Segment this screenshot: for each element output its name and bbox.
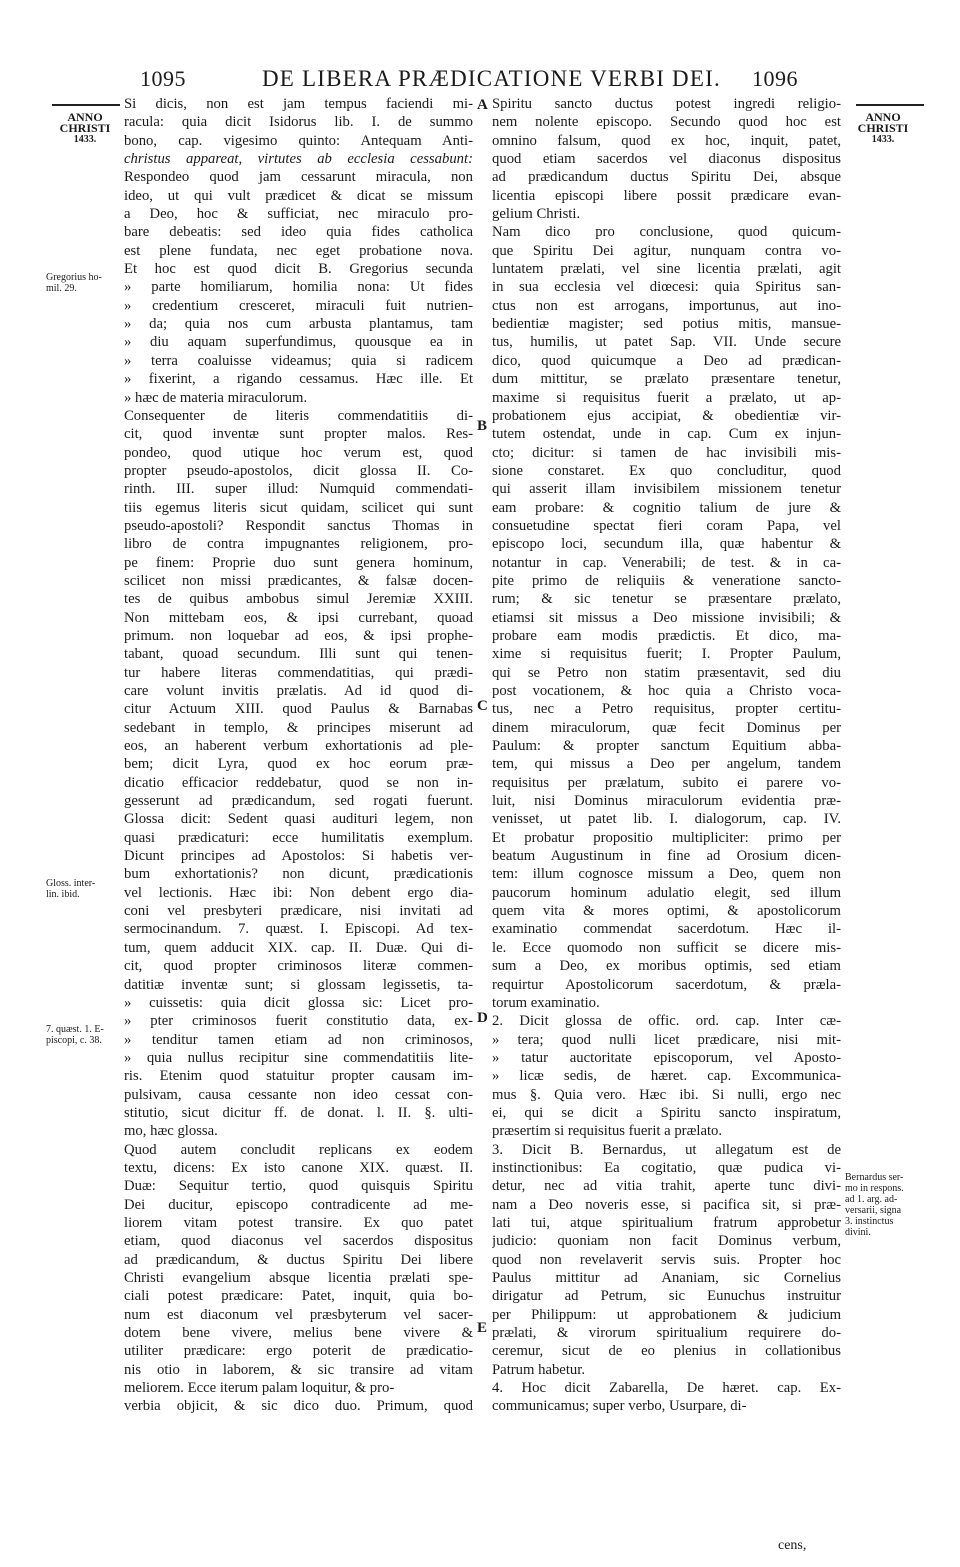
text-line: ei, qui se dicit a Spiritu sancto inspiratum,	[492, 1104, 841, 1121]
text-line: præsertim si requisitus fuerit a prælato.	[492, 1123, 723, 1140]
text-line: tutem ostendat, unde in cap. Cum ex injun-	[492, 426, 841, 443]
text-line: Dei ducitur, episcopo contradicente ad me-	[124, 1196, 473, 1213]
text-line: » da; quia nos cum arbusta plantamus, tam	[124, 316, 473, 333]
text-line: luit, nisi Dominus miraculorum evidentia præ-	[492, 793, 841, 810]
text-line: probare eam modis prædictis. Et dico, ma-	[492, 627, 841, 644]
text-line: bare debeatis: sed ideo quia fides catholica	[124, 224, 473, 241]
text-line: » terra coaluisse videamus; quia si radicem	[124, 352, 473, 369]
text-line: meliorem. Ecce iterum palam loquitur, & pro-	[124, 1380, 395, 1397]
text-line: ad prædicandum, & ductus Spiritu Dei libere	[124, 1251, 473, 1268]
text-line: licentia episcopi libere possit prædicare evan-	[492, 187, 841, 204]
text-line: Non mittebam eos, & ipsi currebant, quoad	[124, 609, 473, 626]
text-line: 2. Dicit glossa de offic. ord. cap. Inter cæ-	[492, 1013, 841, 1030]
text-line: dicatio efficacior reddebatur, quod se non in-	[124, 774, 473, 791]
text-line: » pter criminosos fuerit constitutio data, ex-	[124, 1013, 473, 1030]
text-line: sum a Deo, ex moribus optimis, sed etiam	[492, 958, 841, 975]
margin-note-quaest: 7. quæst. 1. E- piscopi, c. 38.	[46, 1024, 104, 1046]
text-line: vel lectionis. Hæc ibi: Non debent ergo dia-	[124, 884, 473, 901]
text-line: prælati, & virorum spiritualium requirere do-	[492, 1325, 841, 1342]
anno-christi-right: ANNO CHRISTI 1433.	[857, 110, 909, 145]
text-line: quod etiam sacerdos vel diaconus dispositus	[492, 151, 841, 168]
text-line: omnino falsum, quod ex hoc, inquit, patet,	[492, 132, 841, 149]
section-letter-d: D	[477, 1010, 488, 1026]
text-line: rinth. III. super illud: Numquid commendati-	[124, 481, 473, 498]
text-line: ideo, ut qui vult prædicet & dicat se missum	[124, 187, 473, 204]
text-line: scilicet non missi prædicantes, & falsæ docen-	[124, 572, 473, 589]
text-line: cto; dicitur: si tamen de hac invisibili mis-	[492, 444, 841, 461]
text-line: bum exhortationis? non dicunt, prædicationis	[124, 866, 473, 883]
text-line: communicamus; super verbo, Usurpare, di-	[492, 1398, 747, 1415]
text-line: pite primo de reliquiis & veneratione sancto-	[492, 572, 841, 589]
text-line: care volunt invitis prælatis. Ad id quod di-	[124, 683, 473, 699]
text-line: dico, quod quicumque a Deo ad prædican-	[492, 352, 841, 369]
text-line: lati tui, atque spiritualium fratrum approbetur	[492, 1214, 841, 1231]
text-line: Si dicis, non est jam tempus faciendi mi-	[124, 96, 473, 112]
text-line: etiamsi sit missus a Deo missione invisibili; &	[492, 609, 841, 626]
text-line: venisset, ut patet lib. I. dialogorum, cap. IV.	[492, 811, 841, 828]
text-line: qui se Petro non statim præsentavit, sed diu	[492, 664, 841, 681]
text-line: mus §. Quia vero. Hæc ibi. Si nulli, ergo nec	[492, 1086, 841, 1103]
text-line: » tenditur tamen etiam ad non criminosos,	[124, 1031, 473, 1048]
text-column-right	[492, 95, 841, 1416]
text-line: qui asserit illam invisibilem missionem tenetur	[492, 481, 841, 498]
text-line: nis otio in laborem, & sic transire ad vitam	[124, 1361, 473, 1378]
text-line: ciali potest prædicare: Patet, inquit, quia bo-	[124, 1288, 473, 1305]
text-line: gelium Christi.	[492, 206, 581, 223]
text-line: ris. Etenim quod statuitur propter causam im-	[124, 1068, 473, 1085]
section-letter-b: B	[477, 418, 488, 434]
text-line: tus, nec a Petro requisitus, propter certitu-	[492, 701, 841, 718]
text-line: Christi evangelium absque licentia prælati spe-	[124, 1270, 473, 1286]
text-line: Quod autem concludit replicans ex eodem	[124, 1141, 473, 1158]
text-line: post vocationem, & hoc quia a Christo voca-	[492, 683, 841, 699]
text-line: » tatur auctoritate episcoporum, vel Aposto-	[492, 1049, 841, 1066]
text-line: ctus non est arrogans, importunus, aut ino-	[492, 297, 841, 314]
catchword: cens,	[778, 1538, 807, 1553]
text-line: quod non revelaverit servis suis. Propter hoc	[492, 1251, 841, 1268]
text-line: dirigatur ad Petrum, sic Eunuchus instruitur	[492, 1288, 841, 1305]
margin-rule-left	[52, 104, 120, 106]
text-line: etiam, quod diaconus vel sacerdos dispositus	[124, 1233, 473, 1250]
text-line: dum mittitur, se prælato præsentare tenetur,	[492, 371, 841, 388]
text-line: Patrum habetur.	[492, 1361, 586, 1378]
text-line: quasi prædicaturi: ecce humilitatis exemplum.	[124, 829, 473, 846]
text-line: detur, nec ad vitia trahit, aperte tunc divi-	[492, 1178, 841, 1195]
margin-note-bernardus: Bernardus ser- mo in respons. ad 1. arg. ad- versarii, signa 3. instinctus divini.	[845, 1172, 904, 1238]
text-line: » hæc de materia miraculorum.	[124, 389, 308, 406]
text-line: maxime si requisitus fuerit a prælato, ut ap-	[492, 389, 841, 406]
text-column-left	[124, 95, 473, 1416]
text-line: Nam dico pro conclusione, quod quicum-	[492, 224, 841, 241]
text-line: sione constaret. Ex quo concluditur, quod	[492, 462, 841, 479]
text-line: pseudo-apostoli? Respondit sanctus Thomas in	[124, 517, 473, 534]
text-line: nam a Deo noveris esse, si pacifica sit, si præ-	[492, 1196, 841, 1213]
text-line: consuetudine spectat fieri coram Papa, vel	[492, 517, 841, 534]
text-line: pondeo, quod utique hoc verum est, quod	[124, 444, 473, 461]
text-line: in sua ecclesia vel diœcesi: quia Spiritus san-	[492, 279, 841, 296]
text-line: » parte homiliarum, homilia nona: Ut fides	[124, 279, 473, 296]
text-line: pe finem: Proprie duo sunt genera hominum,	[124, 554, 473, 571]
text-line: ceremur, sicut de eo plenius in collationibus	[492, 1343, 841, 1360]
text-line: le. Ecce quomodo non sufficit se dicere mis-	[492, 939, 841, 956]
text-line: per Philippum: ut approbationem & judicium	[492, 1306, 841, 1323]
text-line: liorem vitam potest transire. Ex quo patet	[124, 1214, 473, 1231]
text-line: Glossa dicit: Sedent quasi audituri legem, non	[124, 811, 473, 828]
text-line: gesserunt ad prædicandum, sed rogati fuerunt.	[124, 793, 473, 810]
text-line: Et probatur propositio multipliciter: primo per	[492, 829, 841, 846]
text-line: Respondeo quod jam cessarunt miracula, non	[124, 169, 473, 186]
text-line: tem, qui missus a Deo per angelum, tandem	[492, 756, 841, 773]
text-line: bem; dicit Lyra, quod ex hoc eorum præ-	[124, 756, 473, 773]
text-line: tur habere literas commendatitias, qui prædi-	[124, 664, 473, 681]
text-line: nem nolente episcopo. Secundo quod hoc est	[492, 114, 841, 131]
text-line: libro de contra impugnantes religionem, pro-	[124, 536, 473, 553]
text-line: Duæ: Sequitur tertio, quod quisquis Spiritu	[124, 1178, 473, 1195]
text-line: requisitus per prælatum, subito ei parere vo-	[492, 774, 841, 791]
text-line: est plene fundata, nec eget probatione nova.	[124, 242, 473, 259]
text-line: ad prædicandum ductus Spiritu Dei, absque	[492, 169, 841, 186]
text-line: mo, hæc glossa.	[124, 1123, 218, 1140]
running-title: DE LIBERA PRÆDICATIONE VERBI DEI.	[262, 66, 721, 91]
text-line: pulsivam, causa cessante non ideo cessat con-	[124, 1086, 473, 1103]
text-line: instinctionibus: Ea cogitatio, quæ pudica vi-	[492, 1159, 841, 1176]
text-line: » credentium cresceret, miraculi fuit nutrien-	[124, 297, 473, 314]
text-line: verbia objicit, & sic dico duo. Primum, quod	[124, 1398, 473, 1415]
text-line: tem: illum cognosce missum a Deo, quem non	[492, 866, 841, 883]
text-line: tiis egemus literis sicut quidam, scilicet qui sunt	[124, 499, 473, 516]
text-line: » fixerint, a rigando cessamus. Hæc ille. Et	[124, 371, 473, 388]
section-letter-c: C	[477, 698, 488, 714]
section-letter-a: A	[477, 97, 488, 113]
text-line: examinatio commendat sacerdotum. Hæc il-	[492, 921, 841, 938]
text-line: primum. non loquebar ad eos, & ipsi prophe-	[124, 627, 473, 644]
text-line: » licæ sedis, de hæret. cap. Excommunica-	[492, 1068, 841, 1085]
text-line: luntatem prælati, vel sine licentia prælati, agit	[492, 261, 841, 278]
text-line: Consequenter de literis commendatitiis di-	[124, 407, 473, 424]
text-line: tus, humilis, ut patet Sap. VII. Unde secure	[492, 334, 841, 351]
text-line: sedebant in templo, & principes miserunt ad	[124, 719, 473, 736]
text-line: num est diaconum vel præsbyterum vel sacer-	[124, 1306, 473, 1323]
text-line: Et hoc est quod dicit B. Gregorius secunda	[124, 261, 473, 278]
margin-note-gregorius: Gregorius ho- mil. 29.	[46, 272, 102, 294]
text-line: Paulum: & propter sanctum Equitium abba-	[492, 738, 841, 755]
text-line: eam probare: & cognitio talium de jure &	[492, 499, 841, 516]
text-line: 4. Hoc dicit Zabarella, De hæret. cap. Ex-	[492, 1380, 841, 1397]
text-line: episcopo loci, secundum illa, quæ habentur &	[492, 536, 841, 553]
text-line: » tera; quod nulli licet prædicare, nisi mit-	[492, 1031, 841, 1048]
text-line: bono, cap. vigesimo quinto: Antequam Anti-	[124, 132, 473, 149]
margin-rule-right	[856, 104, 924, 106]
text-line: a Deo, hoc & sufficiat, nec miraculo pro-	[124, 206, 473, 223]
text-line: beatum Augustinum in fine ad Orosium dicen-	[492, 848, 841, 865]
margin-note-gloss: Gloss. inter- lin. ibid.	[46, 878, 96, 900]
text-line: propter pseudo-apostolos, dicit glossa II. Co-	[124, 462, 473, 479]
text-line: tum, quem adducit XIX. cap. II. Duæ. Qui di-	[124, 939, 473, 956]
text-line: Spiritu sancto ductus potest ingredi religio-	[492, 96, 841, 112]
text-line: paucorum hominum adulatio elegit, sed illum	[492, 884, 841, 901]
text-line: rum; & sic tenetur se præsentare prælato,	[492, 591, 841, 608]
page-number-left: 1095	[140, 66, 186, 91]
text-line: » quia nullus recipitur sine commendatitiis lite-	[124, 1049, 473, 1066]
text-line: que Spiritu Dei agitur, nunquam contra vo-	[492, 242, 841, 259]
text-line: cit, quod inventæ sunt propter malos. Res-	[124, 426, 473, 443]
text-line: christus appareat, virtutes ab ecclesia cessabunt:	[124, 151, 473, 168]
text-line: probationem ejus accipiat, & obedientiæ vir-	[492, 407, 841, 424]
text-line: bedientiæ magister; sed potius mitis, mansue-	[492, 316, 841, 333]
text-line: coni vel presbyteri prædicare, nisi invitati ad	[124, 903, 473, 920]
text-line: xime si requisitus fuerit; I. Propter Paulum,	[492, 646, 841, 663]
text-line: torum examinatio.	[492, 994, 600, 1011]
text-line: citur Actuum XIII. quod Paulus & Barnabas	[124, 701, 473, 718]
text-line: » cuissetis: quia dicit glossa sic: Licet pro-	[124, 994, 473, 1011]
text-line: textu, dicens: Ex isto canone XIX. quæst. II.	[124, 1159, 473, 1176]
text-line: utiliter prædicare: ergo poterit de prædicatio-	[124, 1343, 473, 1360]
text-line: requirtur Apostolicorum sacerdotum, & præla-	[492, 976, 841, 993]
text-line: Dicunt principes ad Apostolos: Si habetis ver-	[124, 848, 473, 865]
page-number-right: 1096	[752, 66, 798, 91]
text-line: racula: quia dicit Isidorus lib. I. de summo	[124, 114, 473, 131]
text-line: datitiæ inventæ sunt; si glossam legissetis, ta-	[124, 976, 473, 993]
text-line: stitutio, sicut dicitur ff. de donat. l. II. §. ulti-	[124, 1104, 473, 1121]
text-line: eos, an haberent verbum exhortationis ad ple-	[124, 738, 473, 755]
text-line: sermocinandum. 7. quæst. I. Episcopi. Ad tex-	[124, 921, 473, 938]
text-line: judicio: quoniam non facit Dominus verbum,	[492, 1233, 841, 1250]
text-line: dinem miraculorum, quæ fecit Dominus per	[492, 719, 841, 736]
text-line: 3. Dicit B. Bernardus, ut allegatum est de	[492, 1141, 841, 1158]
text-line: tes de quibus ambobus simul Jeremiæ XXIII.	[124, 591, 473, 608]
text-line: » diu aquam superfundimus, quousque ea in	[124, 334, 473, 351]
text-line: notantur in cap. Venerabili; de test. & in ca-	[492, 554, 841, 571]
text-line: quem vita & mores optimi, & apostolicorum	[492, 903, 841, 920]
text-line: tabant, quoad secundum. Illi sunt qui tenen-	[124, 646, 473, 663]
text-line: cit, quod propter criminosos literæ commen-	[124, 958, 473, 975]
anno-christi-left: ANNO CHRISTI 1433.	[59, 110, 111, 145]
section-letter-e: E	[477, 1320, 488, 1336]
text-line: Paulus mittitur ad Ananiam, sic Cornelius	[492, 1270, 841, 1286]
text-line: dotem bene vivere, melius bene vivere &	[124, 1325, 473, 1342]
